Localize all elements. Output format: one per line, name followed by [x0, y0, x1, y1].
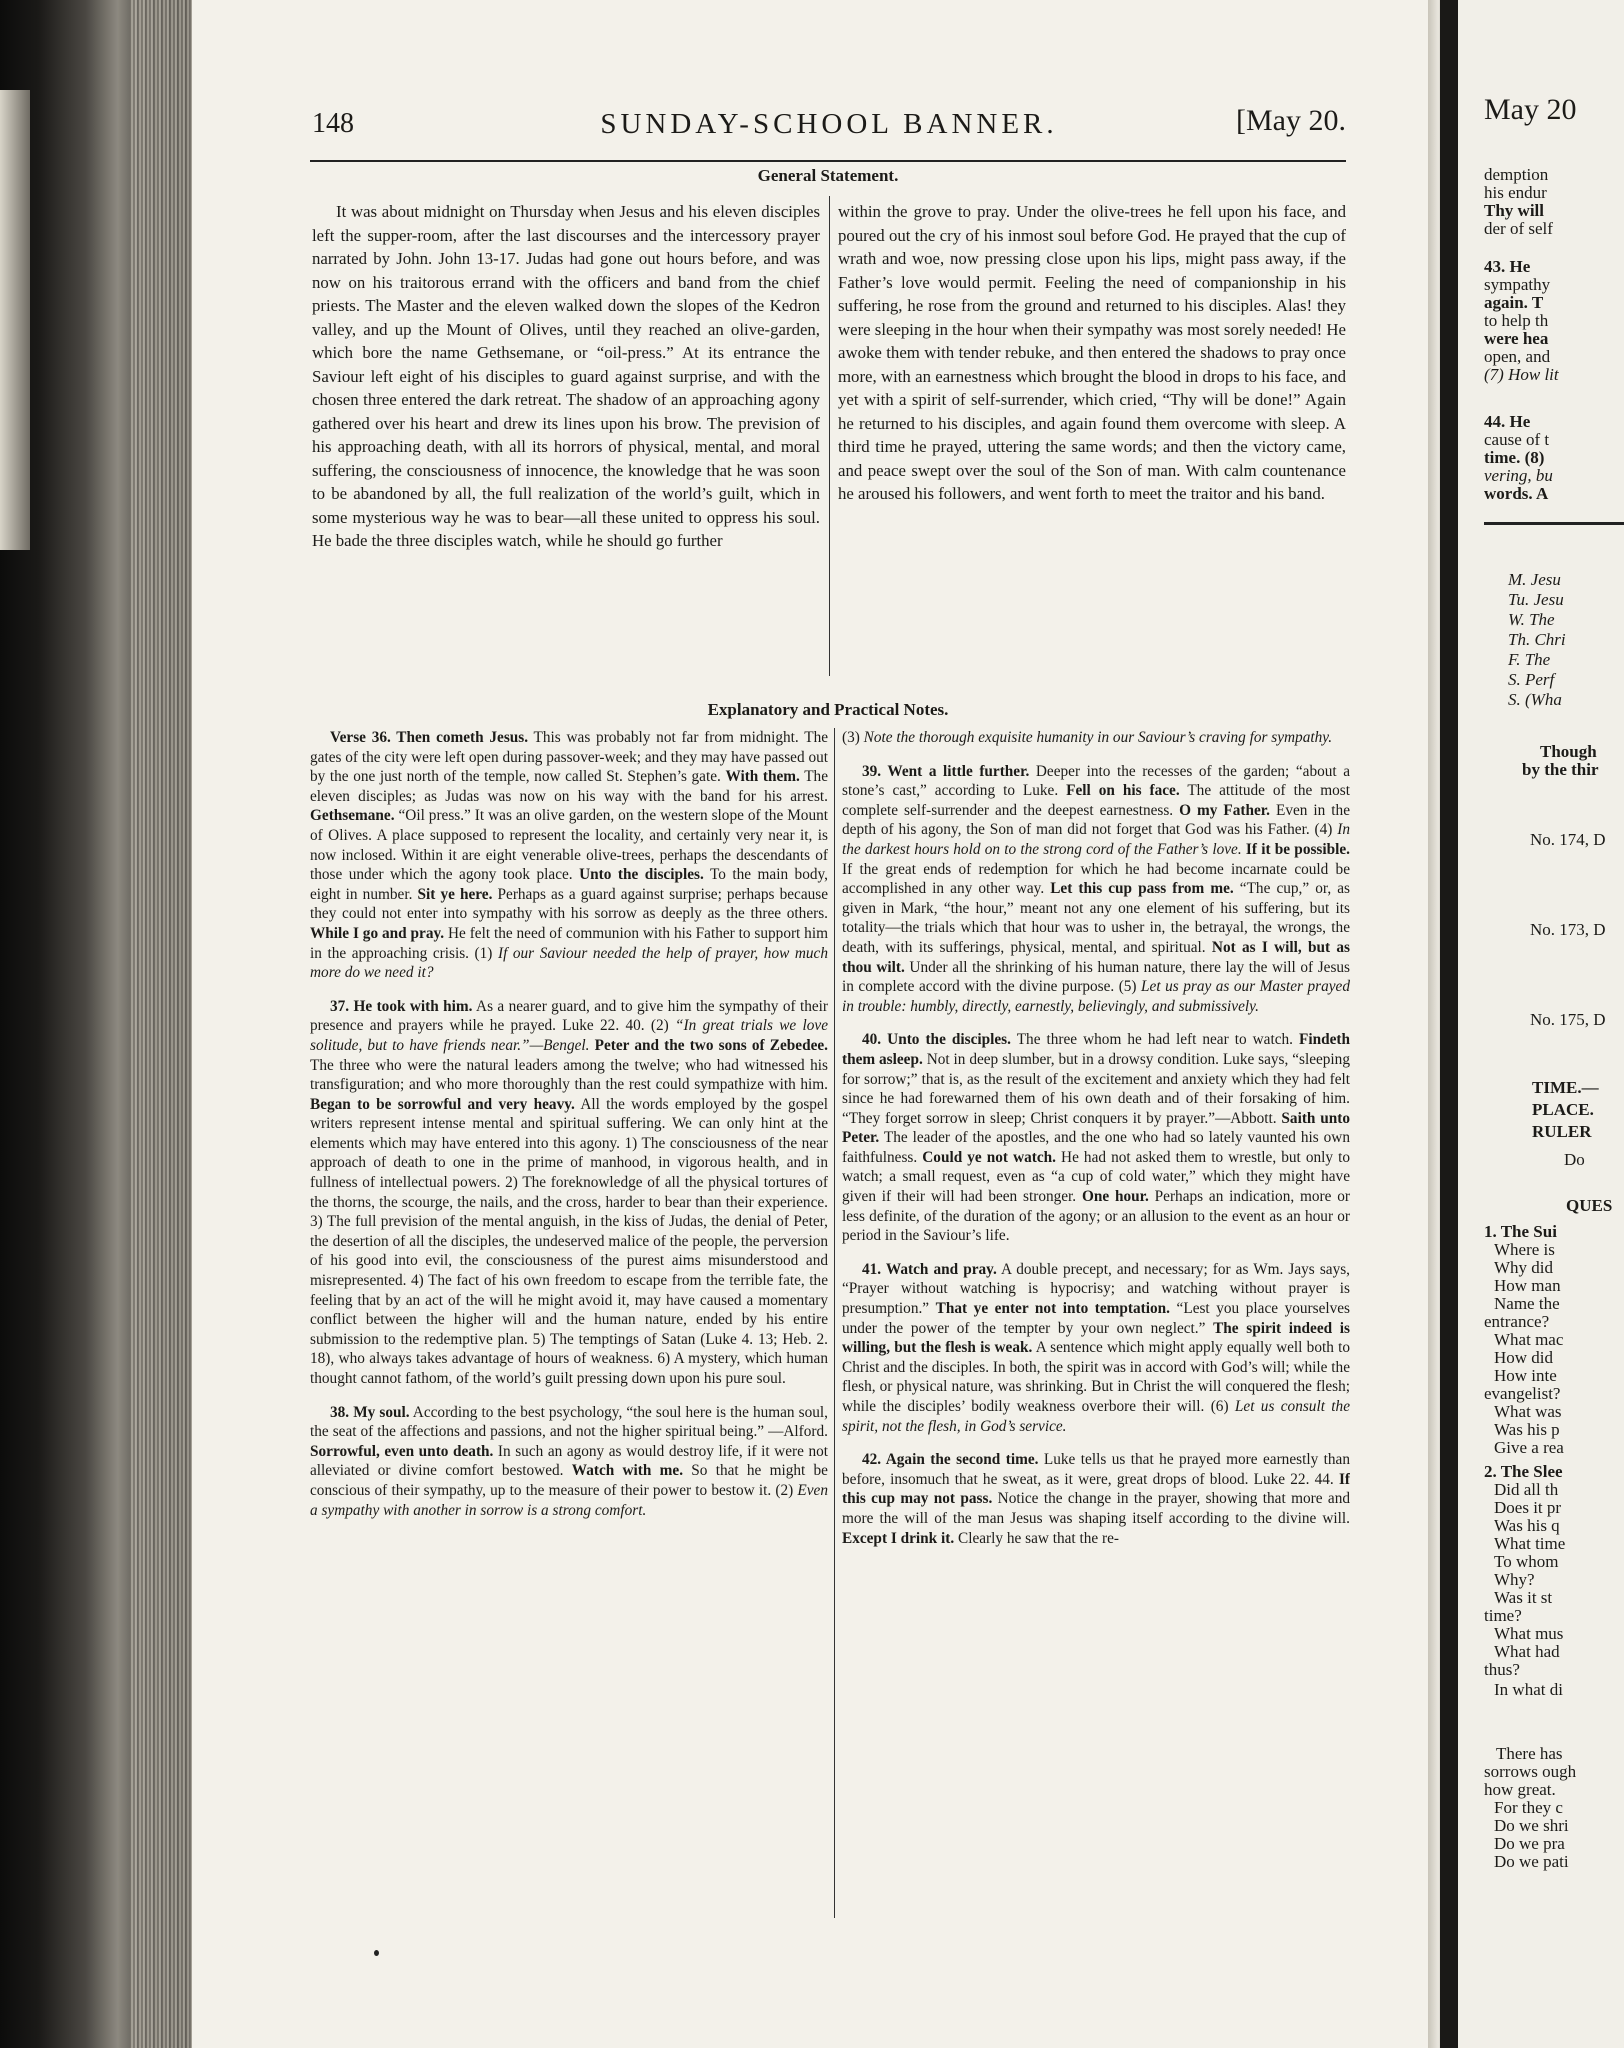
facing-line: sorrows ough — [1484, 1762, 1577, 1781]
note-keyword: Peter and the two sons of Zebedee. — [589, 1036, 828, 1054]
page-number: 148 — [312, 108, 354, 139]
note-text: Even in the depth of his agony, the Son of man did not forget that God was his Father. (4) — [842, 801, 1350, 839]
notes-left-column — [310, 728, 828, 1928]
daily-reading: S. Perf — [1508, 670, 1555, 689]
question-line: How man — [1494, 1276, 1561, 1295]
facing-line: sympathy — [1484, 275, 1551, 294]
note-keyword: Sorrowful, even unto death. — [310, 1442, 494, 1460]
general-statement-title: General Statement. — [757, 166, 899, 185]
ink-speck — [374, 1950, 379, 1956]
header-rule — [310, 160, 1346, 162]
note-verse-38-continued — [842, 728, 1350, 748]
note-text: Perhaps as a guard against surprise; perhaps because they could not enter into sympathy with his sorrow as deeply as the three others. — [310, 885, 828, 923]
note-keyword: That ye enter not into temptation. — [935, 1300, 1170, 1318]
note-keyword: If this cup may not pass. — [842, 1470, 1350, 1508]
practical-note: “In great trials we love solitude, but to have friends near.”—Bengel. — [310, 1017, 828, 1054]
question-line: time? — [1484, 1606, 1522, 1625]
note-heading: Verse 36. Then cometh Jesus. — [330, 729, 529, 746]
note-text: A double precept, and necessary; for as Wm. Jays says, “Prayer without watching is hypocrisy; and watching without prayer is presumption.” — [842, 1260, 1350, 1318]
facing-line: Though — [1540, 742, 1597, 761]
note-keyword: Began to be sorrowful and very heavy. — [310, 1095, 575, 1113]
note-text: A sentence which might apply equally well both to Christ and the disciples. In both, the spirit was in accord with God’s will; while the flesh, or physical nature, was shrinking. But in Christ the will conquered the flesh; while the disciples’ bodily weakness overbore their will. (6) — [842, 1339, 1350, 1415]
note-verse-38 — [310, 1403, 828, 1521]
daily-reading: F. The — [1508, 650, 1551, 669]
facing-line: For they c — [1494, 1798, 1563, 1817]
note-keyword: While I go and pray. — [310, 924, 445, 942]
facing-line: by the thir — [1522, 760, 1599, 779]
note-text: He had not asked them to wrestle, but only to watch; a small request, even as “a cup of cold water,” which they might have given if their will had been stronger. — [842, 1148, 1350, 1206]
note-text: “Oil press.” It was an olive garden, on the western slope of the Mount of Olives. A place supposed to represent the locality, and certainly very near it, is now inclosed. Within it are eight venerable olive-trees, perhaps the descendants of those under which the agony took place. — [310, 807, 828, 884]
note-keyword: O my Father. — [1179, 801, 1270, 819]
note-keyword: Could ye not watch. — [922, 1148, 1056, 1166]
note-text: All the words employed by the gospel writers represent intense mental and spiritual suffering. We can only hint at the elements which may have entered into this agony. 1) The consciousness of the near approach of death to one in the prime of manhood, in vigorous health, and in fullness of intellectual powers. 2) The foreknowledge of all the physical tortures of the thorns, the scourge, the nails, and the cross, harder to bear than their experience. 3) The full prevision of the mental anguish, in the kiss of Judas, the denial of Peter, the desertion of all the disciples, the undeserved malice of the people, the perversion of his good into evil, the consciousness of the purest aims misunderstood and misrepresented. 4) The fact of his own freedom to escape from the terrible fate, the feeling that by an act of the will he might avoid it, may have caused a momentary conflict between the higher will and the human nature, ended by his entire submission to the redemptive plan. 5) The temptings of Satan (Luke 4. 13; Heb. 2. 18), who always takes advantage of hours of weakness. 6) A mystery, which human thought cannot fathom, of the world’s guilt pressing down upon his pure soul. — [310, 1095, 828, 1387]
gutter-shadow — [1440, 0, 1458, 2048]
note-text: Under all the shrinking of his human nature, there lay the will of Jesus in complete accord with the divine purpose. (5) — [842, 958, 1350, 996]
hymn-number: No. 175, D — [1530, 1010, 1606, 1029]
daily-reading: W. The — [1508, 610, 1555, 629]
facing-line: Do — [1564, 1150, 1585, 1169]
facing-line: to help th — [1484, 311, 1549, 330]
facing-line: Do we shri — [1494, 1816, 1569, 1835]
question-line: Does it pr — [1494, 1498, 1562, 1517]
note-verse-39 — [842, 762, 1350, 1017]
note-text: The attitude of the most complete self-surrender and the deepest earnestness. — [842, 782, 1350, 819]
note-heading: 38. My soul. — [330, 1403, 410, 1421]
note-heading: 40. Unto the disciples. — [862, 1031, 1011, 1049]
note-text: “Lest you place yourselves under the power of the tempter by your own neglect.” — [842, 1300, 1350, 1337]
facing-line: Do we pra — [1494, 1834, 1565, 1853]
note-text: The eleven disciples; as Judas was now on his way with the band for his arrest. — [310, 768, 828, 805]
note-text: So that he might be conscious of their sympathy, up to the measure of their power to bestow it. (2) — [310, 1462, 828, 1499]
note-text: Deeper into the recesses of the garden; “about a stone’s cast,” according to Luke. — [842, 762, 1350, 800]
notes-right-column — [842, 728, 1350, 1928]
hymn-number: No. 174, D — [1530, 830, 1606, 849]
general-statement-left-column — [312, 200, 820, 686]
practical-note: Let us consult the spirit, not the flesh, in God’s service. — [842, 1398, 1350, 1435]
question-line: Why? — [1494, 1570, 1535, 1589]
note-keyword: Fell on his face. — [1066, 782, 1180, 800]
note-text: Luke tells us that he prayed more earnestly than before, insomuch that he sweat, as it were, great drops of blood. Luke 22. 44. — [842, 1451, 1350, 1488]
binding-shadow — [0, 90, 30, 550]
note-keyword: If it be possible. — [1241, 840, 1350, 858]
note-heading: 39. Went a little further. — [862, 762, 1030, 780]
note-keyword: Unto the disciples. — [579, 866, 704, 884]
question-line: Was his p — [1494, 1420, 1560, 1439]
note-heading: 42. Again the second time. — [862, 1451, 1039, 1469]
issue-date: [May 20. — [1236, 104, 1346, 137]
question-line: What was — [1494, 1402, 1562, 1421]
note-text: According to the best psychology, “the soul here is the human soul, the seat of the affections and passions, and not the higher spiritual being.” —Alford. — [310, 1403, 828, 1441]
facing-line: (7) How lit — [1484, 365, 1559, 384]
hymn-number: No. 173, D — [1530, 920, 1606, 939]
note-text: Clearly he saw that the re- — [954, 1529, 1119, 1547]
facing-line: demption — [1484, 165, 1549, 184]
note-text: Perhaps an indication, more or less definite, of the duration of the agony; or an allusion to the event as an hour or period in the Saviour’s life. — [842, 1188, 1350, 1245]
daily-reading: Tu. Jesu — [1508, 590, 1564, 609]
question-line: What time — [1494, 1534, 1566, 1553]
facing-line: how great. — [1484, 1780, 1556, 1799]
column-divider — [829, 196, 830, 676]
note-text: “The cup,” or, as given in Mark, “the hour,” meant not any one element of his suffering, but its totality—the trials which that hour was to usher in, the betrayal, the wrongs, the death, with its sufferings, physical, mental, and spiritual. — [842, 880, 1350, 956]
facing-line: were hea — [1484, 329, 1549, 348]
facing-rule — [1484, 522, 1624, 525]
question-head: 1. The Sui — [1484, 1222, 1557, 1241]
practical-note: In the darkest hours hold on to the strong cord of the Father’s love. — [842, 821, 1350, 858]
question-head: 2. The Slee — [1484, 1462, 1563, 1481]
question-line: Give a rea — [1494, 1438, 1564, 1457]
daily-reading: Th. Chri — [1508, 630, 1566, 649]
running-head — [312, 100, 1346, 150]
practical-note: Even a sympathy with another in sorrow is a strong comfort. — [310, 1481, 828, 1519]
note-text: Not in deep slumber, but in a drowsy condition. Luke says, “sleeping for sorrow;” that is, as the result of the excitement and anxiety which they had felt since he had forewarned them of his own death and of their forsaking of him. “They forget sorrow in sleep; Christ conquers it by prayer.”—Abbott. — [842, 1050, 1350, 1127]
note-text: This was probably not far from midnight. The gates of the city were left open during passover-week; and they may have passed out by the one just north of the temple, now called St. Stephen’s gate. — [310, 729, 828, 786]
note-keyword: Except I drink it. — [842, 1529, 955, 1547]
note-verse-42 — [842, 1450, 1350, 1548]
practical-note: Note the thorough exquisite humanity in our Saviour’s craving for sympathy. — [863, 729, 1333, 746]
question-line: In what di — [1494, 1680, 1563, 1699]
column-divider — [834, 728, 835, 1918]
question-line: evangelist? — [1484, 1384, 1561, 1403]
facing-line: RULER — [1532, 1122, 1592, 1141]
practical-note: If our Saviour needed the help of prayer, how much more do we need it? — [310, 944, 828, 982]
facing-line: again. T — [1484, 293, 1544, 312]
note-text: (3) — [842, 729, 864, 746]
note-verse-41 — [842, 1260, 1350, 1436]
general-statement-left-text: It was about midnight on Thursday when Jesus and his eleven disciples left the supper-room, after the last discourses and the intercessory prayer narrated by John. John 13-17. Judas had gone out hours before, and was now on his traitorous errand with the officers and band from the chief priests. The Master and the eleven walked down the slopes of the Kedron valley, and up the Mount of Olives, until they reached an olive-garden, which bore the name Gethsemane, or “oil-press.” At its entrance the Saviour left eight of his disciples to guard against surprise, and with the chosen three entered the dark retreat. The shadow of an approaching agony gathered over his heart and drew its lines upon his brow. The prevision of his approaching death, with all its horrors of physical, mental, and moral suffering, the consciousness of innocence, the knowledge that he was soon to be abandoned by all, the full realization of the world’s guilt, which in some mysterious way he was to bear—all these united to oppress his soul. He bade the three disciples watch, while he should go further — [312, 202, 820, 550]
facing-line: 44. He — [1484, 412, 1531, 431]
question-line: thus? — [1484, 1660, 1520, 1679]
note-text: The three whom he had left near to watch. — [1010, 1031, 1300, 1049]
facing-line: cause of t — [1484, 430, 1550, 449]
question-line: What mac — [1494, 1330, 1564, 1349]
note-heading: 41. Watch and pray. — [862, 1260, 997, 1278]
note-text: He felt the need of communion with his Father to support him in the approaching crisis. (1) — [310, 924, 828, 962]
note-text: To the main body, eight in number. — [310, 866, 828, 903]
facing-line: vering, bu — [1484, 466, 1553, 485]
question-line: entrance? — [1484, 1312, 1550, 1331]
question-line: Where is — [1494, 1240, 1555, 1259]
questions-head: QUES — [1566, 1196, 1613, 1215]
note-keyword: With them. — [725, 768, 800, 786]
facing-line: Thy will — [1484, 201, 1544, 220]
notes-title: Explanatory and Practical Notes. — [707, 700, 949, 719]
page-edges — [130, 0, 192, 2048]
question-line: To whom — [1494, 1552, 1559, 1571]
note-keyword: Not as I will, but as thou wilt. — [842, 938, 1350, 976]
facing-line: There has — [1496, 1744, 1563, 1763]
note-keyword: Gethsemane. — [310, 807, 395, 825]
daily-reading: M. Jesu — [1508, 570, 1561, 589]
journal-title: SUNDAY-SCHOOL BANNER. — [600, 108, 1058, 140]
note-keyword: Findeth them asleep. — [842, 1031, 1350, 1068]
note-text: Notice the change in the prayer, showing that more and more the will of the man Jesus was shaping itself according to the divine will. — [842, 1490, 1350, 1527]
question-line: Name the — [1494, 1294, 1560, 1313]
question-line: What mus — [1494, 1624, 1564, 1643]
question-line: Why did — [1494, 1258, 1554, 1277]
note-verse-36 — [310, 728, 828, 983]
general-statement-right-column — [838, 200, 1346, 686]
note-verse-37 — [310, 997, 828, 1389]
facing-line: his endur — [1484, 183, 1547, 202]
note-heading: 37. He took with him. — [330, 997, 473, 1015]
facing-line: words. A — [1484, 484, 1549, 503]
facing-line: time. (8) — [1484, 448, 1545, 467]
question-line: What had — [1494, 1642, 1560, 1661]
note-text: The leader of the apostles, and the one who had so lately vaunted his own faithfulness. — [842, 1129, 1350, 1166]
question-line: Was it st — [1494, 1588, 1553, 1607]
daily-reading: S. (Wha — [1508, 690, 1562, 709]
question-line: Was his q — [1494, 1516, 1560, 1535]
facing-line: 43. He — [1484, 257, 1531, 276]
general-statement-right-text: within the grove to pray. Under the olive-trees he fell upon his face, and poured out the cry of his inmost soul before God. He prayed that the cup of wrath and woe, now pressing close upon his lips, might pass away, if the Father’s love would permit. Feeling the need of companionship in his suffering, he rose from the ground and returned to his disciples. Alas! they were sleeping in the hour when their sympathy was most sorely needed! He awoke them with tender rebuke, and then entered the shadows to pray once more, with an earnestness which brought the blood in drops to his face, and yet with a spirit of self-surrender, which cried, “Thy will be done!” Again he returned to his disciples, and again found them overcome with sleep. A third time he prayed, uttering the same words; and then the victory came, and peace swept over the soul of the Son of man. With calm countenance he aroused his followers, and went forth to meet the traitor and his band. — [838, 202, 1346, 503]
facing-line: open, and — [1484, 347, 1551, 366]
facing-line: PLACE. — [1532, 1100, 1594, 1119]
facing-line: Do we pati — [1494, 1852, 1569, 1871]
note-keyword: Watch with me. — [571, 1462, 684, 1480]
note-verse-40 — [842, 1030, 1350, 1246]
practical-note: Let us pray as our Master prayed in trouble: humbly, directly, earnestly, believingly, and submissively. — [842, 978, 1350, 1015]
facing-line: TIME.— — [1532, 1078, 1599, 1097]
note-text: In such an agony as would destroy life, if it were not alleviated or divine comfort bestowed. — [310, 1442, 828, 1480]
note-text: The three who were the natural leaders among the twelve; who had witnessed his transfiguration; and who more thoroughly than the rest could sympathize with him. — [310, 1056, 828, 1094]
note-keyword: The spirit indeed is willing, but the flesh is weak. — [842, 1319, 1350, 1357]
facing-page-head: May 20 — [1484, 93, 1577, 126]
note-text: If the great ends of redemption for which he had become incarnate could be accomplished in any other way. — [842, 860, 1350, 898]
question-line: How did — [1494, 1348, 1554, 1367]
note-keyword: Sit ye here. — [417, 885, 493, 903]
note-text: As a nearer guard, and to give him the sympathy of their presence and prayers while he prayed. Luke 22. 40. (2) — [310, 997, 828, 1035]
question-line: How inte — [1494, 1366, 1557, 1385]
facing-line: der of self — [1484, 219, 1553, 238]
note-keyword: Let this cup pass from me. — [1050, 880, 1234, 898]
question-line: Did all th — [1494, 1480, 1559, 1499]
note-keyword: One hour. — [1081, 1188, 1149, 1206]
note-keyword: Saith unto Peter. — [842, 1109, 1350, 1147]
